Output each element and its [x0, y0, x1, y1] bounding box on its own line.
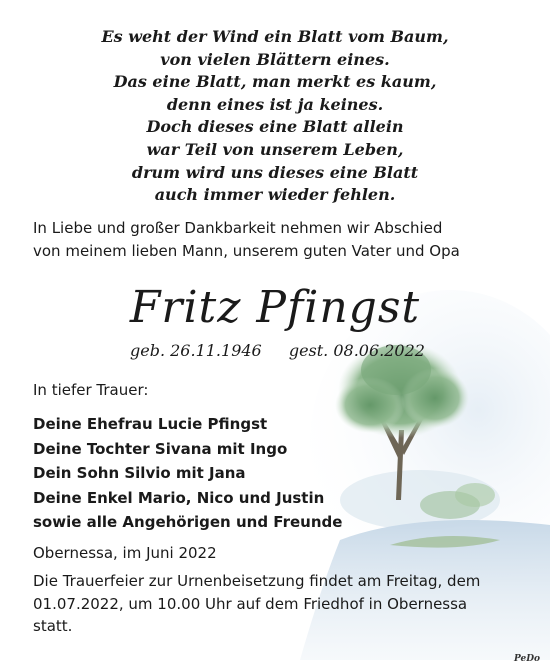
poem-line: Es weht der Wind ein Blatt vom Baum, [101, 27, 449, 46]
mourning-label: In tiefer Trauer: [33, 381, 149, 399]
intro-line: In Liebe und großer Dankbarkeit nehmen wir Abschied [33, 219, 443, 237]
poem [0, 26, 550, 207]
funeral-line: Die Trauerfeier zur Urnenbeisetzung findet am Freitag, dem [33, 572, 481, 590]
birth-date: geb. 26.11.1946 [130, 341, 262, 360]
death-date: gest. 08.06.2022 [288, 341, 425, 360]
mourner: sowie alle Angehörigen und Freunde [33, 513, 343, 532]
poem-line: war Teil von unserem Leben, [146, 139, 404, 159]
life-dates [130, 340, 430, 362]
intro-text [33, 217, 533, 263]
mourner: Deine Enkel Mario, Nico und Justin [33, 488, 325, 507]
mourners-list [33, 412, 342, 535]
funeral-line: statt. [33, 617, 73, 635]
funeral-line: 01.07.2022, um 10.00 Uhr auf dem Friedhof in Obernessa [33, 594, 468, 613]
place-date: Obernessa, im Juni 2022 [33, 544, 217, 562]
deceased-name: Fritz Pfingst [129, 282, 421, 333]
funeral-notice [33, 570, 533, 638]
intro-line: von meinem lieben Mann, unserem guten Vater und Opa [33, 242, 460, 260]
poem-line: von vielen Blättern eines. [160, 49, 390, 69]
mourner: Dein Sohn Silvio mit Jana [33, 464, 246, 483]
mourner: Deine Tochter Sivana mit Ingo [33, 439, 288, 458]
poem-line: drum wird uns dieses eine Blatt [131, 162, 419, 182]
mourner: Deine Ehefrau Lucie Pfingst [33, 415, 268, 433]
poem-line: Das eine Blatt, man merkt es kaum, [113, 72, 437, 92]
designer-signature: PeDo [513, 654, 540, 664]
poem-line: Doch dieses eine Blatt allein [146, 117, 404, 137]
poem-line: auch immer wieder fehlen. [154, 185, 396, 205]
poem-line: denn eines ist ja keines. [166, 94, 384, 114]
